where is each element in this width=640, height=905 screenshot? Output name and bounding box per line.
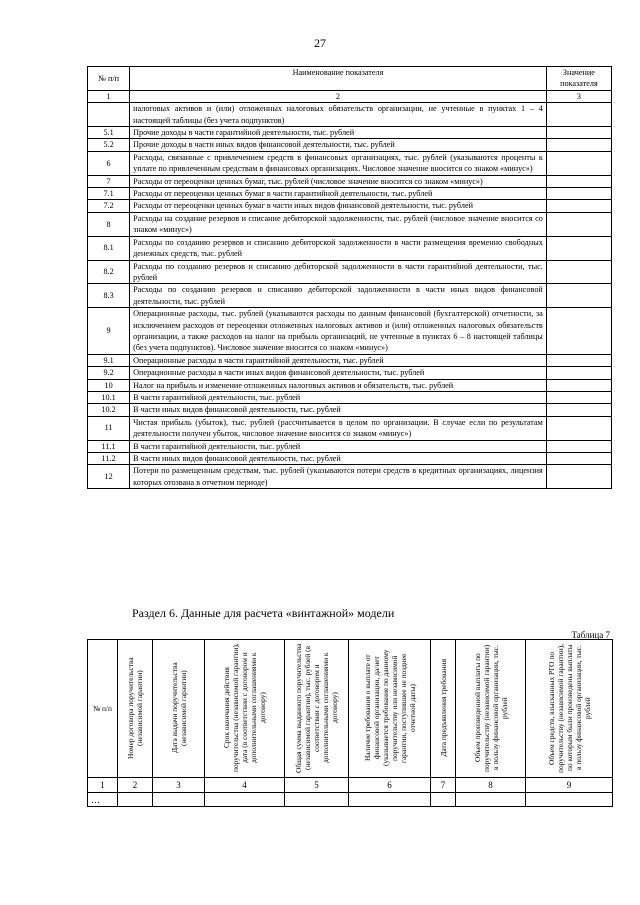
table-label: Таблица 7 — [571, 630, 610, 640]
table-row — [88, 212, 612, 236]
vintage-header-cell — [431, 640, 456, 778]
indicator-value — [546, 175, 611, 187]
header-value: Значение показателя — [546, 67, 611, 91]
vintage-empty-cell — [431, 793, 456, 807]
vintage-header-cell — [153, 640, 205, 778]
indicator-name: В части гарантийной деятельности, тыс. рублей — [130, 440, 547, 452]
vintage-header-row — [88, 640, 613, 778]
vintage-col-number: 2 — [118, 778, 153, 793]
table-row — [88, 200, 612, 212]
row-number: 11 — [88, 416, 130, 440]
indicator-name: Операционные расходы в части гарантийной деятельности, тыс. рублей — [130, 354, 547, 366]
vintage-header-label: Наличие требования о выплате от финансовой организации, да/нет (указывается требование по данному поручительству или независимой гарантии, поступившее не позднее отчетной даты) — [362, 649, 417, 766]
indicator-value — [546, 416, 611, 440]
indicator-value — [546, 103, 611, 127]
vintage-header-cell — [526, 640, 613, 778]
row-number: 9.1 — [88, 354, 130, 366]
vintage-col-number: 8 — [456, 778, 526, 793]
table-row — [88, 188, 612, 200]
vintage-col-number: 1 — [88, 778, 118, 793]
indicator-name: Налог на прибыль и изменение отложенных налоговых активов и обязательств, тыс. рублей — [130, 379, 547, 391]
row-number: 9.2 — [88, 367, 130, 379]
indicator-value — [546, 212, 611, 236]
indicator-value — [546, 151, 611, 175]
vintage-col-number: 9 — [526, 778, 613, 793]
indicator-name: Расходы по созданию резервов и списанию дебиторской задолженности в части иных видов финансовой деятельности, тыс. рублей — [130, 284, 547, 308]
indicator-value — [546, 465, 611, 489]
row-number: 7 — [88, 175, 130, 187]
vintage-empty-cell — [205, 793, 285, 807]
header-num: № п/п — [88, 67, 130, 91]
vintage-header-cell — [285, 640, 349, 778]
vintage-header-label: Дата выдачи поручительства (независимой гарантии) — [169, 662, 188, 753]
indicator-value — [546, 188, 611, 200]
table-row — [88, 404, 612, 416]
vintage-header-label: Объем средств, взысканных РГО по поручительству (независимой гарантии), по которым были произведены выплаты в пользу финансовой организации, тыс. рублей — [546, 643, 592, 773]
table-row — [88, 354, 612, 366]
row-number: 8.1 — [88, 236, 130, 260]
section-title: Раздел 6. Данные для расчета «винтажной» модели — [132, 606, 395, 620]
indicator-name: Чистая прибыль (убыток), тыс. рублей (рассчитывается в целом по организации. В случае если по результатам деятельности получен убыток, числовое значение вносится со знаком «минус») — [130, 416, 547, 440]
vintage-empty-cell — [118, 793, 153, 807]
row-number: 10.1 — [88, 391, 130, 403]
table-row — [88, 391, 612, 403]
indicator-name: Расходы по созданию резервов и списанию дебиторской задолженности в части гарантийной деятельности, тыс. рублей — [130, 260, 547, 284]
vintage-col-number: 3 — [153, 778, 205, 793]
table-row — [88, 453, 612, 465]
table-header-row — [88, 67, 612, 91]
indicator-name: Операционные расходы в части иных видов финансовой деятельности, тыс. рублей — [130, 367, 547, 379]
indicator-value — [546, 200, 611, 212]
indicator-value — [546, 284, 611, 308]
indicator-name: Потери по размещенным средствам, тыс. рублей (указываются потери средств в кредитных организациях, лицензия которых отозвана в отчетном периоде) — [130, 465, 547, 489]
indicator-name: В части гарантийной деятельности, тыс. рублей — [130, 391, 547, 403]
page-number: 27 — [314, 36, 326, 50]
indicator-value — [546, 379, 611, 391]
vintage-ellipsis: … — [88, 793, 118, 807]
indicator-name: Расходы от переоценки ценных бумаг в части гарантийной деятельности, тыс. рублей — [130, 188, 547, 200]
table-row — [88, 175, 612, 187]
row-number: 5.1 — [88, 127, 130, 139]
vintage-number-row — [88, 778, 613, 793]
indicator-name: Расходы по созданию резервов и списанию дебиторской задолженности в части размещения временно свободных денежных средств, тыс. рублей — [130, 236, 547, 260]
row-number: 9 — [88, 308, 130, 355]
indicator-name: Расходы от переоценки ценных бумаг, тыс. рублей (числовое значение вносится со знаком «минус») — [130, 175, 547, 187]
row-number: 11.2 — [88, 453, 130, 465]
row-number: 7.2 — [88, 200, 130, 212]
vintage-col-number: 6 — [349, 778, 431, 793]
indicators-table — [87, 66, 612, 489]
indicators-body — [88, 103, 612, 489]
table-row — [88, 367, 612, 379]
table-row — [88, 236, 612, 260]
vintage-empty-cell — [153, 793, 205, 807]
table-row — [88, 465, 612, 489]
table-row — [88, 127, 612, 139]
indicator-name: Расходы на создание резервов и списание дебиторской задолженности, тыс. рублей (числовое значение вносится со знаком «минус») — [130, 212, 547, 236]
vintage-empty-cell — [349, 793, 431, 807]
table-row — [88, 308, 612, 355]
vintage-header-label: Срок окончания действия поручительства (независимой гарантии), дата (в соответствии с договором и дополнительными соглашениями к договору) — [222, 643, 267, 772]
indicator-name: Расходы, связанные с привлечением средств в финансовых организациях, тыс. рублей (указываются проценты к уплате по привлеченным средствам в финансовых организациях. Числовое значение вносится со знаком «минус») — [130, 151, 547, 175]
indicator-value — [546, 404, 611, 416]
indicator-value — [546, 236, 611, 260]
table-row — [88, 103, 612, 127]
table-row — [88, 151, 612, 175]
indicator-value — [546, 354, 611, 366]
row-number: 10.2 — [88, 404, 130, 416]
row-number: 8 — [88, 212, 130, 236]
vintage-empty-cell — [285, 793, 349, 807]
vintage-header-cell — [118, 640, 153, 778]
vintage-col-number: 4 — [205, 778, 285, 793]
row-number — [88, 103, 130, 127]
indicator-name: Расходы от переоценки ценных бумаг в части иных видов финансовой деятельности, тыс. рублей — [130, 200, 547, 212]
row-number: 5.2 — [88, 139, 130, 151]
vintage-header-cell — [205, 640, 285, 778]
indicator-name: В части иных видов финансовой деятельности, тыс. рублей — [130, 453, 547, 465]
table-row — [88, 284, 612, 308]
table-row — [88, 379, 612, 391]
indicator-name: налоговых активов и (или) отложенных налоговых обязательств организации, не учтенные в пунктах 1 – 4 настоящей таблицы (без учета подпунктов) — [130, 103, 547, 127]
col-number: 2 — [130, 90, 547, 102]
vintage-header-cell — [456, 640, 526, 778]
table-row — [88, 260, 612, 284]
indicator-value — [546, 260, 611, 284]
vintage-header-label: № п/п — [93, 704, 112, 713]
row-number: 10 — [88, 379, 130, 391]
indicator-value — [546, 127, 611, 139]
vintage-empty-cell — [526, 793, 613, 807]
vintage-table — [87, 639, 613, 807]
indicator-value — [546, 453, 611, 465]
indicator-name: Прочие доходы в части гарантийной деятельности, тыс. рублей — [130, 127, 547, 139]
row-number: 8.3 — [88, 284, 130, 308]
indicator-value — [546, 139, 611, 151]
table-row — [88, 139, 612, 151]
row-number: 11.1 — [88, 440, 130, 452]
indicator-name: В части иных видов финансовой деятельности, тыс. рублей — [130, 404, 547, 416]
indicator-value — [546, 367, 611, 379]
vintage-header-cell — [88, 640, 118, 778]
vintage-col-number: 7 — [431, 778, 456, 793]
indicator-name: Прочие доходы в части иных видов финансовой деятельности, тыс. рублей — [130, 139, 547, 151]
vintage-header-label: Объем произведенной выплаты по поручительству (независимой гарантии) в пользу финансовой организации, тыс. рублей — [472, 643, 509, 772]
vintage-col-number: 5 — [285, 778, 349, 793]
col-number: 1 — [88, 90, 130, 102]
vintage-header-label: Номер договора поручительства (независимой гарантии) — [126, 656, 144, 759]
row-number: 8.2 — [88, 260, 130, 284]
indicator-value — [546, 391, 611, 403]
table-row — [88, 416, 612, 440]
vintage-header-label: Общая сумма выданного поручительства (независимой гарантии), тыс. рублей (в соответствии с договором и дополнительными соглашениями к договору) — [294, 642, 339, 773]
vintage-ellipsis-row — [88, 793, 613, 807]
indicator-value — [546, 308, 611, 355]
row-number: 6 — [88, 151, 130, 175]
col-number: 3 — [546, 90, 611, 102]
row-number: 12 — [88, 465, 130, 489]
row-number: 7.1 — [88, 188, 130, 200]
vintage-header-cell — [349, 640, 431, 778]
table-row — [88, 440, 612, 452]
indicator-value — [546, 440, 611, 452]
vintage-header-label: Дата предъявления требования — [438, 658, 448, 757]
vintage-empty-cell — [456, 793, 526, 807]
indicator-name: Операционные расходы, тыс. рублей (указываются расходы по данным финансовой (бухгалтерской) отчетности, за исключением расходов от переоценки отложенных налоговых активов и (или) отложенных налоговых обязательств организации, а также расходов на налог на прибыль организаций, не учтенные в пунктах 6 – 8 настоящей таблицы (без учета подпунктов). Числовое значение вносится со знаком «минус») — [130, 308, 547, 355]
header-name: Наименование показателя — [130, 67, 547, 91]
column-number-row — [88, 90, 612, 102]
